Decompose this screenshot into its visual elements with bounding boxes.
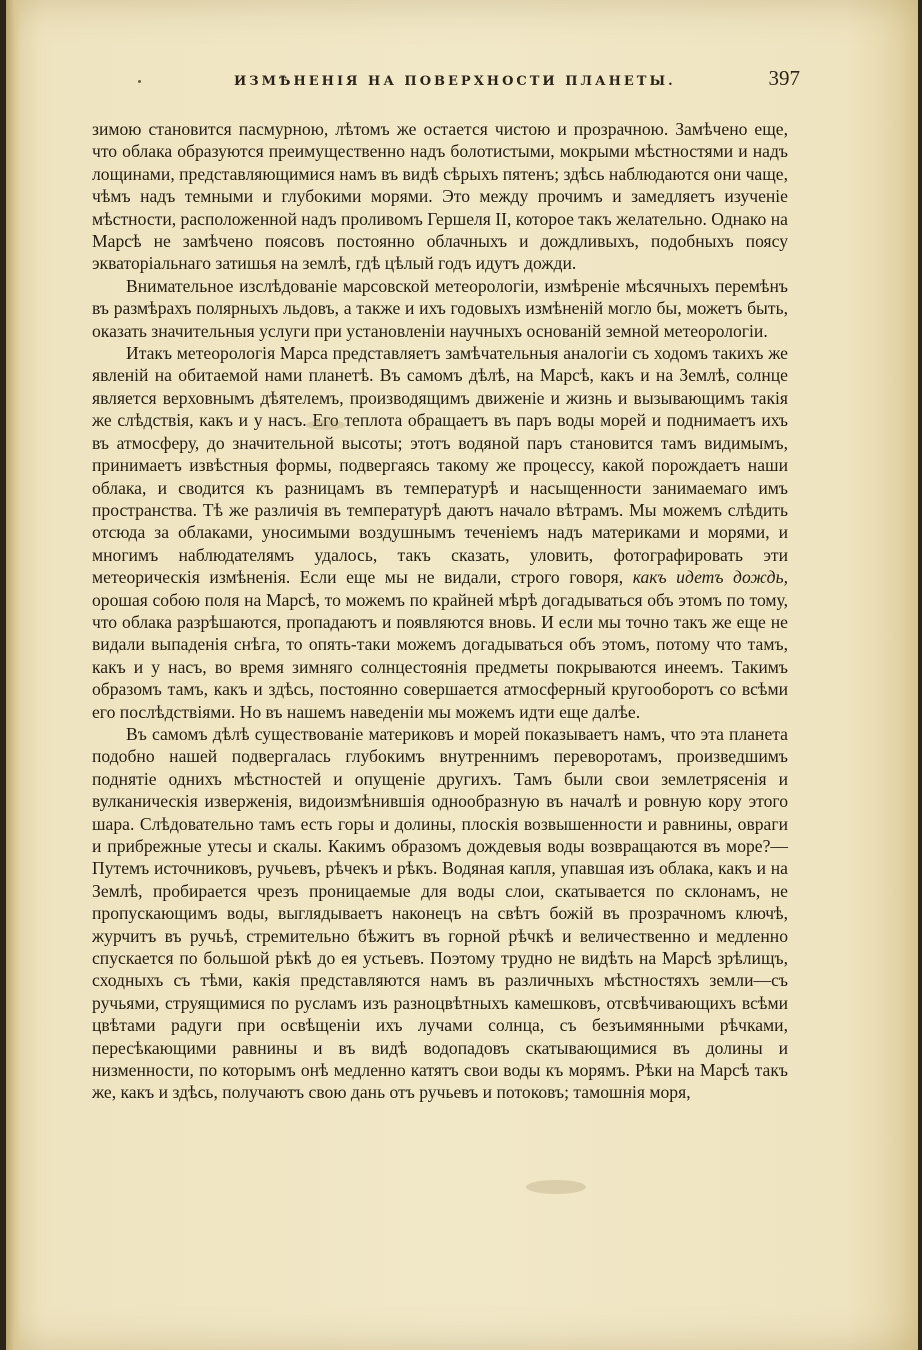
paragraph-3-part-2: орошая собою поля на Марсѣ, то можемъ по крайней мѣрѣ догадываться объ этомъ по тому, что облака разрѣшаются, пропадаютъ и появляются вновь. И если мы точно такъ же еще не видали выпаденія снѣга, то опять-таки можемъ догадываться объ этомъ, потому что тамъ, какъ и у насъ, во время зимняго солнцестоянія предметы покрываются инеемъ. Такимъ образомъ тамъ, какъ и здѣсь, постоянно совершается атмосферный кругооборотъ со всѣми его послѣдствіями. Но въ нашемъ наведеніи мы можемъ идти еще далѣе. xyxy=(92,589,788,722)
paper-stain xyxy=(526,1180,586,1194)
paragraph-1: зимою становится пасмурною, лѣтомъ же остается чистою и прозрачною. Замѣчено еще, что облака образуются преимущественно надъ болотистыми, мокрыми мѣстностями и надъ лощинами, представляющимися намъ въ видѣ сѣрыхъ пятенъ; здѣсь наблюдаются они чаще, чѣмъ надъ темными и глубокими морями. Это между прочимъ и замедляетъ изученіе мѣстности, расположенной надъ проливомъ Гершеля II, которое такъ желательно. Однако на Марсѣ не замѣчено поясовъ постоянно облачныхъ и дождливыхъ, подобныхъ поясу экваторіальнаго затишья на землѣ, гдѣ цѣлый годъ идутъ дожди. xyxy=(92,119,788,274)
paper-stain xyxy=(306,420,346,430)
header-ornament-dot xyxy=(138,80,141,83)
page-header xyxy=(80,66,800,96)
paragraph-4: Въ самомъ дѣлѣ существованіе материковъ и морей показываетъ намъ, что эта планета подобно нашей подвергалась глубокимъ внутреннимъ переворотамъ, произведшимъ поднятіе однихъ мѣстностей и опущеніе другихъ. Тамъ были свои землетрясенія и вулканическія изверженія, видоизмѣнившія однообразную въ началѣ и ровную кору этого шара. Слѣдовательно тамъ есть горы и долины, плоскія возвышенности и равнины, овраги и прибрежные утесы и скалы. Какимъ образомъ дождевыя воды возвращаются въ море?—Путемъ источниковъ, ручьевъ, рѣчекъ и рѣкъ. Водяная капля, упавшая изъ облака, какъ и на Землѣ, пробирается чрезъ проницаемые для воды слои, скатывается по склонамъ, не пропускающимъ воды, выглядываетъ наконецъ на свѣтъ божій въ прозрачномъ ключѣ, журчитъ въ ручьѣ, стремительно бѣжитъ въ горной рѣчкѣ и величественно и медленно спускается по большой рѣкѣ до ея устьевъ. Поэтому трудно не видѣть на Марсѣ зрѣлищъ, сходныхъ съ тѣми, какія представляются намъ въ различныхъ мѣстностяхъ земли—съ ручьями, струящимися по русламъ изъ разноцвѣтныхъ камешковъ, отсвѣчивающихъ всѣми цвѣтами радуги при освѣщеніи ихъ лучами солнца, съ безъимянными рѣчками, пересѣкающими равнины и въ видѣ водопадовъ скатывающимися въ долины и низменности, по которымъ онѣ медленно катятъ свои воды къ морямъ. Рѣки на Марсѣ такъ же, какъ и здѣсь, получаютъ свою дань отъ ручьевъ и потоковъ; тамошнія моря, xyxy=(92,723,788,1103)
body-text xyxy=(92,118,788,1104)
running-title: ИЗМѢНЕНІЯ НА ПОВЕРХНОСТИ ПЛАНЕТЫ. xyxy=(234,74,676,89)
page-binding-edge xyxy=(6,0,20,1350)
page-number: 397 xyxy=(768,66,800,90)
paragraph-3-italic: какъ идетъ дождь, xyxy=(632,567,788,588)
paragraph-2: Внимательное изслѣдованіе марсовской метеорологіи, измѣреніе мѣсячныхъ перемѣнъ въ размѣрахъ полярныхъ льдовъ, а также и ихъ годовыхъ измѣненій могло бы, можетъ быть, оказать значительныя услуги при установленіи научныхъ основаній земной метеорологіи. xyxy=(92,275,788,341)
book-page xyxy=(6,0,918,1350)
paragraph-3-part-1: Итакъ метеорологія Марса представляетъ замѣчательныя аналогіи съ ходомъ такихъ же явленій на обитаемой нами планетѣ. Въ самомъ дѣлѣ, на Марсѣ, какъ и на Землѣ, солнце является верховнымъ дѣятелемъ, производящимъ движеніе и жизнь и вызывающимъ такія же слѣдствія, какъ и у насъ. Его теплота обращаетъ въ паръ воды морей и поднимаетъ ихъ въ атмосферу, до значительной высоты; этотъ водяной паръ становится тамъ видимымъ, принимаетъ извѣстныя формы, подвергаясь такому же процессу, какой порождаетъ наши облака, и сводится къ разницамъ въ температурѣ и насыщенности занимаемаго имъ пространства. Тѣ же различія въ температурѣ даютъ начало вѣтрамъ. Мы можемъ слѣдить отсюда за облаками, уносимыми воздушнымъ теченіемъ надъ материками и морями, и многимъ наблюдателямъ удалось, такъ сказать, уловить, фотографировать эти метеорическія измѣненія. Если еще мы не видали, строго говоря, xyxy=(92,343,788,588)
paragraph-3 xyxy=(92,342,788,723)
